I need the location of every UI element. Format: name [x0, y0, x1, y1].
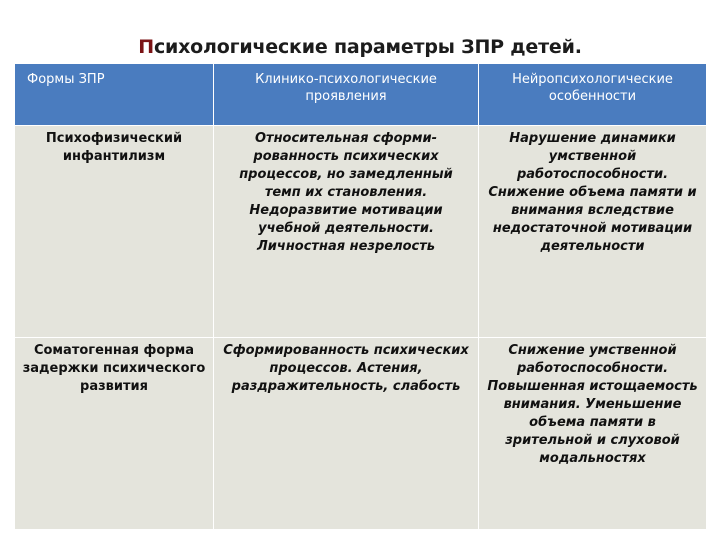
header-clinical: Клинико-психологические проявления	[214, 64, 479, 126]
row-form-cell: Соматогенная форма задержки психического развития	[15, 338, 214, 530]
slide-title-rest: сихологические параметры ЗПР детей.	[153, 36, 582, 58]
table-header-row	[15, 64, 707, 126]
zpr-parameters-table	[14, 63, 707, 530]
neuro-cell: Снижение умственной работоспособности. Повышенная истощаемость внимания. Уменьшение объема памяти в зрительной и слуховой модальностях	[479, 338, 707, 530]
slide-title	[0, 36, 720, 58]
header-forms: Формы ЗПР	[15, 64, 214, 126]
clinical-cell: Сформированность психических процессов. Астения, раздражительность, слабость	[214, 338, 479, 530]
slide-title-first-letter: П	[138, 36, 154, 58]
table-row	[15, 126, 707, 338]
neuro-cell: Нарушение динамики умственной работоспособности. Снижение объема памяти и внимания вследствие недостаточной мотивации деятельности	[479, 126, 707, 338]
table-row	[15, 338, 707, 530]
header-neuro: Нейропсихологические особенности	[479, 64, 707, 126]
clinical-cell: Относительная сформи-рованность психических процессов, но замедленный темп их становления. Недоразвитие мотивации учебной деятельности. Личностная незрелость	[214, 126, 479, 338]
row-form-cell: Психофизический инфантилизм	[15, 126, 214, 338]
